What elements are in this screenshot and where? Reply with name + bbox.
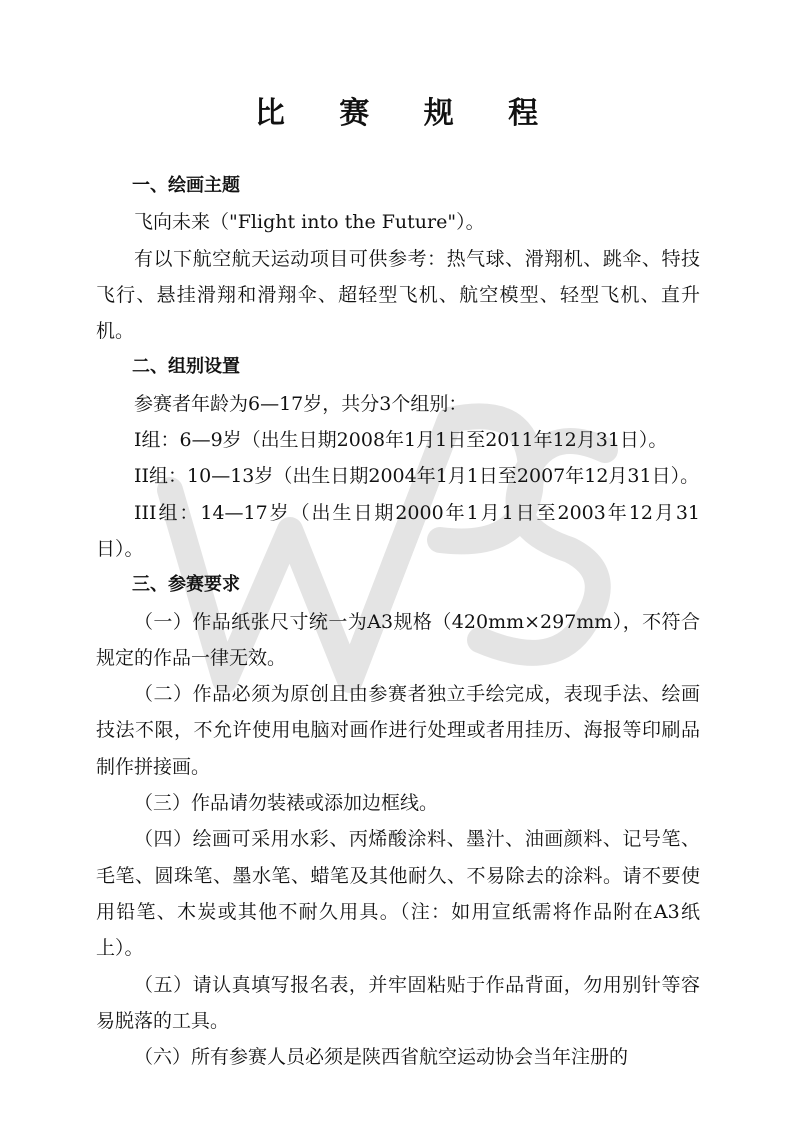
requirement-6: （六）所有参赛人员必须是陕西省航空运动协会当年注册的 — [134, 1046, 629, 1069]
requirement-1: （一）作品纸张尺寸统一为A3规格（420mm×297mm），不符合规定的作品一律无效。 — [96, 610, 700, 669]
requirement-4: （四）绘画可采用水彩、丙烯酸涂料、墨汁、油画颜料、记号笔、毛笔、圆珠笔、墨水笔、蜡笔及其他耐久、不易除去的涂料。请不要使用铅笔、木炭或其他不耐久用具。（注：如用宣纸需将作品附在A3纸上）。 — [96, 828, 700, 960]
section-heading-requirements: 三、参赛要求 — [132, 574, 240, 596]
requirement-3: （三）作品请勿装裱或添加边框线。 — [134, 792, 439, 815]
group-2: II组：10—13岁（出生日期2004年1月1日至2007年12月31日）。 — [134, 465, 700, 488]
document-title: 比 赛 规 程 — [254, 96, 561, 131]
section-heading-theme: 一、绘画主题 — [132, 175, 240, 196]
groups-intro: 参赛者年龄为6—17岁，共分3个组别： — [134, 392, 468, 415]
requirement-5: （五）请认真填写报名表，并牢固粘贴于作品背面，勿用别针等容易脱落的工具。 — [96, 973, 700, 1032]
theme-paragraph: 飞向未来（"Flight into the Future"）。 — [134, 211, 485, 234]
group-1: Ⅰ组：6—9岁（出生日期2008年1月1日至2011年12月31日）。 — [134, 429, 668, 452]
section-heading-groups: 二、组别设置 — [132, 356, 240, 378]
theme-reference-paragraph: 有以下航空航天运动项目可供参考：热气球、滑翔机、跳伞、特技飞行、悬挂滑翔和滑翔伞、超轻型飞机、航空模型、轻型飞机、直升机。 — [96, 247, 700, 343]
requirement-2: （二）作品必须为原创且由参赛者独立手绘完成，表现手法、绘画技法不限，不允许使用电脑对画作进行处理或者用挂历、海报等印刷品制作拼接画。 — [96, 683, 700, 778]
group-3: III组：14—17岁（出生日期2000年1月1日至2003年12月31日）。 — [96, 501, 700, 560]
document-body — [96, 168, 700, 1075]
